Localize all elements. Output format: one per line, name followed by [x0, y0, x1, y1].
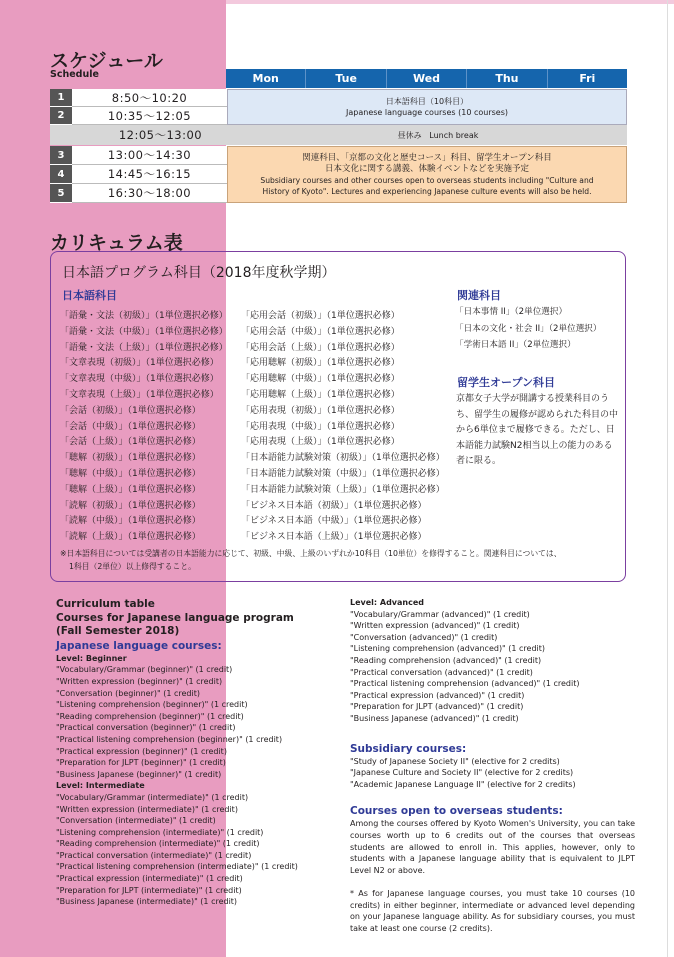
- list-item: 「日本語能力試験対策（中級）」（1単位選択必修）: [241, 468, 445, 479]
- list-item: 「応用会話（中級）」（1単位選択必修）: [241, 326, 400, 337]
- english-curriculum-col1: [56, 598, 298, 908]
- list-item: "Reading comprehension (intermediate)" (1 credit): [56, 839, 260, 849]
- period-number: 2: [50, 107, 72, 125]
- day-tue: Tue: [305, 69, 385, 88]
- list-item: 「応用聴解（上級）」（1単位選択必修）: [241, 389, 400, 400]
- list-item: 「応用会話（初級）」（1単位選択必修）: [241, 311, 400, 321]
- period-time: 8:50〜10:20: [72, 89, 227, 107]
- top-accent-line: [226, 0, 674, 4]
- list-item: 「文章表現（初級）」（1単位選択必修）: [60, 358, 219, 369]
- list-item: 「応用聴解（中級）」（1単位選択必修）: [241, 374, 400, 385]
- list-item: 「ビジネス日本語（上級）」（1単位選択必修）: [241, 532, 427, 543]
- period-number: 4: [50, 165, 72, 184]
- lunch-row: [50, 125, 627, 145]
- jl-courses-heading: Japanese language courses:: [56, 639, 222, 652]
- list-item: "Written expression (intermediate)" (1 credit): [56, 804, 238, 814]
- list-item: 「応用聴解（初級）」（1単位選択必修）: [241, 358, 400, 369]
- list-item: "Practical expression (advanced)" (1 credit): [350, 690, 525, 700]
- list-item: 「ビジネス日本語（中級）」（1単位選択必修）: [241, 516, 427, 527]
- list-item: 「聴解（中級）」（1単位選択必修）: [60, 468, 201, 479]
- note-text-en: * As for Japanese language courses, you must take 10 courses (10 credits) in either beginner, intermediate or advanced level depending on your Japanese language ability. As for subsidiary courses, you must take at least one course (2 credits).: [350, 889, 635, 934]
- lunch-jp: 昼休み: [397, 130, 422, 140]
- list-item: 「学術日本語 II」（2単位選択）: [455, 340, 576, 350]
- list-item: 「文章表現（中級）」（1単位選択必修）: [60, 374, 219, 385]
- list-item: 「日本語能力試験対策（初級）」（1単位選択必修）: [241, 453, 445, 464]
- program-title-en: Courses for Japanese language program: [56, 611, 294, 624]
- list-item: 「会話（中級）」（1単位選択必修）: [60, 421, 201, 432]
- weekday-header: [226, 69, 627, 88]
- list-item: "Practical listening comprehension (intermediate)" (1 credit): [56, 862, 298, 872]
- list-item: "Listening comprehension (intermediate)" (1 credit): [56, 827, 264, 837]
- list-item: "Academic Japanese Language II" (elective for 2 credits): [350, 779, 576, 789]
- list-item: 「会話（上級）」（1単位選択必修）: [60, 437, 201, 448]
- list-item: "Business Japanese (intermediate)" (1 credit): [56, 897, 238, 907]
- japanese-courses-heading: 日本語科目: [62, 289, 117, 302]
- list-item: "Practical conversation (intermediate)" (1 credit): [56, 850, 252, 860]
- day-thu: Thu: [466, 69, 546, 88]
- afternoon-en2: History of Kyoto". Lectures and experiencing Japanese culture events will also be held.: [262, 186, 592, 196]
- list-item: "Practical listening comprehension (beginner)" (1 credit): [56, 734, 283, 744]
- period-time: 14:45〜16:15: [72, 165, 227, 184]
- period-time: 13:00〜14:30: [72, 146, 227, 165]
- list-item: "Vocabulary/Grammar (advanced)" (1 credit): [350, 609, 530, 619]
- list-item: "Reading comprehension (advanced)" (1 credit): [350, 655, 542, 665]
- afternoon-jp2: 日本文化に関する講義、体験イベントなどを実施予定: [324, 163, 529, 174]
- page-edge-line: [667, 0, 668, 957]
- morning-jp: 日本語科目（10科目）: [385, 97, 469, 106]
- list-item: "Listening comprehension (advanced)" (1 credit): [350, 644, 546, 654]
- list-item: "Preparation for JLPT (beginner)" (1 credit): [56, 758, 226, 768]
- english-curriculum-col2: [350, 597, 635, 935]
- list-item: 「読解（中級）」（1単位選択必修）: [60, 516, 201, 527]
- list-item: "Business Japanese (beginner)" (1 credit): [56, 769, 222, 779]
- day-wed: Wed: [386, 69, 466, 88]
- list-item: 「日本事情 II」（2単位選択）: [455, 307, 568, 317]
- day-mon: Mon: [252, 72, 279, 85]
- list-item: 「ビジネス日本語（初級）」（1単位選択必修）: [241, 500, 427, 511]
- list-item: 「語彙・文法（上級）」（1単位選択必修）: [60, 342, 228, 353]
- related-course-list: [455, 304, 601, 354]
- afternoon-course-block: [227, 146, 627, 203]
- japanese-course-list-2: [241, 309, 445, 546]
- period-time: 16:30〜18:00: [72, 184, 227, 203]
- list-item: "Japanese Culture and Society II" (elective for 2 credits): [350, 768, 574, 778]
- list-item: "Practical conversation (advanced)" (1 credit): [350, 667, 533, 677]
- list-item: "Vocabulary/Grammar (beginner)" (1 credit): [56, 665, 233, 675]
- semester-en: (Fall Semester 2018): [56, 625, 180, 638]
- japanese-course-list-1: [60, 309, 228, 546]
- program-title: 日本語プログラム科目（2018年度秋学期）: [62, 265, 336, 281]
- curriculum-note: [60, 548, 620, 573]
- list-item: "Business Japanese (advanced)" (1 credit): [350, 713, 519, 723]
- note-line-2: 1科目（2単位）以上修得すること。: [69, 561, 196, 571]
- subsidiary-heading: Subsidiary courses:: [350, 742, 467, 755]
- list-item: 「応用表現（上級）」（1単位選択必修）: [241, 437, 400, 448]
- list-item: 「聴解（上級）」（1単位選択必修）: [60, 484, 201, 495]
- period-number: 5: [50, 184, 72, 203]
- intermediate-heading: Level: Intermediate: [56, 781, 145, 791]
- list-item: "Listening comprehension (beginner)" (1 credit): [56, 700, 248, 710]
- overseas-courses-heading: 留学生オープン科目: [457, 376, 556, 389]
- overseas-text-en: Among the courses offered by Kyoto Women's University, you can take courses worth up to 6 credits out of the courses that overseas students are allowed to enroll in. This applies, however, only to students with a Japanese language ability that is equivalent to JLPT Level N2 or above.: [350, 819, 635, 875]
- list-item: 「語彙・文法（初級）」（1単位選択必修）: [60, 311, 228, 321]
- list-item: 「日本の文化・社会 II」（2単位選択）: [455, 323, 602, 334]
- overseas-heading-en: Courses open to overseas students:: [350, 805, 563, 818]
- list-item: "Preparation for JLPT (intermediate)" (1 credit): [56, 885, 242, 895]
- lunch-label: [249, 130, 627, 141]
- list-item: "Practical expression (beginner)" (1 credit): [56, 746, 227, 756]
- list-item: "Preparation for JLPT (advanced)" (1 credit): [350, 702, 524, 712]
- period-number: 1: [50, 89, 72, 107]
- list-item: "Practical listening comprehension (advanced)" (1 credit): [350, 679, 580, 689]
- lunch-en: Lunch break: [429, 130, 479, 140]
- list-item: "Written expression (advanced)" (1 credit): [350, 621, 520, 631]
- list-item: 「読解（上級）」（1単位選択必修）: [60, 532, 201, 543]
- schedule-title-en: Schedule: [50, 69, 99, 80]
- morning-course-block: [227, 89, 627, 125]
- overseas-courses-text: 京都女子大学が開講する授業科目のうち、留学生の履修が認められた科目の中から6単位まで履修できる。ただし、日本語能力試験N2相当以上の能力のある者に限る。: [456, 394, 619, 467]
- list-item: "Practical conversation (beginner)" (1 credit): [56, 723, 236, 733]
- curriculum-title-en: Curriculum table: [56, 598, 155, 610]
- schedule-title-jp: スケジュール: [50, 50, 163, 72]
- list-item: "Conversation (beginner)" (1 credit): [56, 688, 200, 698]
- list-item: "Reading comprehension (beginner)" (1 credit): [56, 711, 244, 721]
- list-item: "Practical expression (intermediate)" (1 credit): [56, 874, 243, 884]
- list-item: 「文章表現（上級）」（1単位選択必修）: [60, 389, 219, 400]
- list-item: "Study of Japanese Society II" (elective for 2 credits): [350, 756, 560, 766]
- list-item: 「応用表現（中級）」（1単位選択必修）: [241, 421, 400, 432]
- note-line-1: ※日本語科目については受講者の日本語能力に応じて、初級、中級、上級のいずれか10科目（10単位）を修得すること。関連科目については、: [60, 549, 562, 558]
- list-item: 「応用表現（初級）」（1単位選択必修）: [241, 405, 400, 416]
- related-courses-heading: 関連科目: [457, 289, 501, 302]
- morning-en: Japanese language courses (10 courses): [346, 108, 508, 117]
- list-item: 「聴解（初級）」（1単位選択必修）: [60, 453, 201, 464]
- list-item: 「会話（初級）」（1単位選択必修）: [60, 405, 201, 416]
- list-item: 「応用会話（上級）」（1単位選択必修）: [241, 342, 400, 353]
- list-item: 「日本語能力試験対策（上級）」（1単位選択必修）: [241, 484, 445, 495]
- list-item: 「語彙・文法（中級）」（1単位選択必修）: [60, 326, 228, 337]
- afternoon-en1: Subsidiary courses and other courses open to overseas students including "Culture and: [260, 175, 594, 185]
- list-item: 「読解（初級）」（1単位選択必修）: [60, 500, 201, 511]
- list-item: "Vocabulary/Grammar (intermediate)" (1 credit): [56, 792, 249, 802]
- advanced-heading: Level: Advanced: [350, 598, 425, 607]
- lunch-time: 12:05〜13:00: [118, 128, 203, 142]
- list-item: "Conversation (intermediate)" (1 credit): [56, 816, 216, 826]
- period-time: 10:35〜12:05: [72, 107, 227, 125]
- curriculum-title: カリキュラム表: [50, 232, 183, 254]
- list-item: "Written expression (beginner)" (1 credit): [56, 676, 223, 686]
- day-fri: Fri: [547, 69, 627, 88]
- list-item: "Conversation (advanced)" (1 credit): [350, 632, 498, 642]
- period-number: 3: [50, 146, 72, 165]
- afternoon-jp1: 関連科目、「京都の文化と歴史コース」科目、留学生オープン科目: [302, 152, 552, 163]
- beginner-heading: Level: Beginner: [56, 653, 127, 663]
